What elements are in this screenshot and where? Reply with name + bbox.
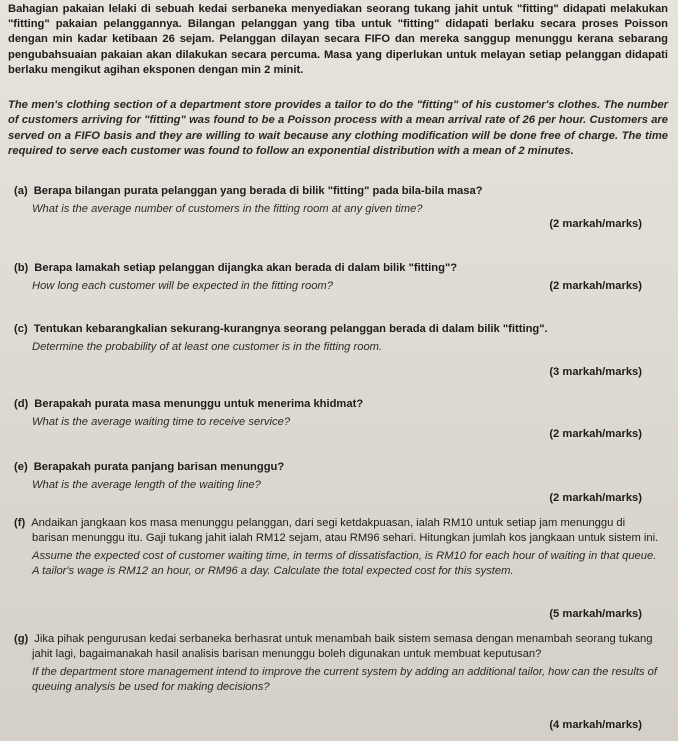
marks-e: (2 markah/marks) [549,492,642,504]
question-f [14,516,664,579]
question-e [14,460,664,493]
question-c [14,322,664,355]
question-a [14,184,664,217]
question-label: (c) [14,323,28,335]
question-english: If the department store management intend to improve the current system by adding an additional tailor, how can the results of queuing analysis be used for making decisions? [32,666,657,693]
question-g [14,632,664,695]
question-english: How long each customer will be expected in the fitting room? [32,280,333,292]
question-label: (g) [14,633,29,645]
marks-f: (5 markah/marks) [549,608,642,620]
question-english: What is the average length of the waiting line? [32,479,261,491]
question-label: (e) [14,461,28,473]
question-malay: Berapa bilangan purata pelanggan yang berada di bilik "fitting" pada bila-bila masa? [33,185,483,197]
question-english: What is the average waiting time to receive service? [32,416,291,428]
marks-a: (2 markah/marks) [549,218,642,230]
marks-b: (2 markah/marks) [549,280,642,292]
question-malay: Berapakah purata panjang barisan menunggu? [33,461,285,473]
question-malay: Jika pihak pengurusan kedai serbaneka berhasrat untuk menambah baik sistem semasa dengan menambah seorang tukang jahit lagi, bagaimanakah hasil analisis barisan menunggu boleh digunakan untuk membuat keputusan? [32,633,653,660]
question-malay: Berapakah purata masa menunggu untuk menerima khidmat? [34,398,364,410]
marks-c: (3 markah/marks) [549,366,642,378]
question-label: (d) [14,398,29,410]
question-malay: Tentukan kebarangkalian sekurang-kurangnya seorang pelanggan berada di dalam bilik "fitting". [33,323,548,335]
question-english: Determine the probability of at least one customer is in the fitting room. [32,341,383,353]
question-english: What is the average number of customers in the fitting room at any given time? [32,203,423,215]
question-label: (a) [14,185,28,197]
question-label: (b) [14,262,29,274]
question-d [14,397,664,430]
marks-d: (2 markah/marks) [549,428,642,440]
question-english: Assume the expected cost of customer waiting time, in terms of dissatisfaction, is RM10 for each hour of waiting in that queue. A tailor's wage is RM12 an hour, or RM96 a day. Calculate the total expected cost for this system. [32,550,657,577]
intro-malay: Bahagian pakaian lelaki di sebuah kedai serbaneka menyediakan seorang tukang jahit untuk "fitting" didapati melakukan "fitting" pakaian pelanggannya. Bilangan pelanggan yang tiba untuk "fitting" didapati berlaku secara proses Poisson dengan min kadar ketibaan 26 sejam. Pelanggan dilayan secara FIFO dan mereka sanggup menunggu kerana sebarang pengubahsuaian pakaian akan dilakukan secara percuma. Masa yang diperlukan untuk melayan setiap pelanggan didapati berlaku mengikut agihan eksponen dengan min 2 minit. [8,3,668,76]
intro-english: The men's clothing section of a department store provides a tailor to do the "fitting" of his customer's clothes. The number of customers arriving for "fitting" was found to be a Poisson process with a mean arrival rate of 26 per hour. Customers are served on a FIFO basis and they are willing to wait because any clothing modification will be done free of charge. The time required to serve each customer was found to follow an exponential distribution with a mean of 2 minutes. [8,99,668,158]
marks-g: (4 markah/marks) [549,719,642,731]
question-label: (f) [14,517,26,529]
question-malay: Andaikan jangkaan kos masa menunggu pelanggan, dari segi ketdakpuasan, ialah RM10 untuk setiap jam menunggu di barisan menunggu itu. Gaji tukang jahit ialah RM12 sejam, atau RM96 sehari. Hitungkan jumlah kos jangkaan untuk sistem ini. [31,517,659,544]
question-malay: Berapa lamakah setiap pelanggan dijangka akan berada di dalam bilik "fitting"? [34,262,458,274]
